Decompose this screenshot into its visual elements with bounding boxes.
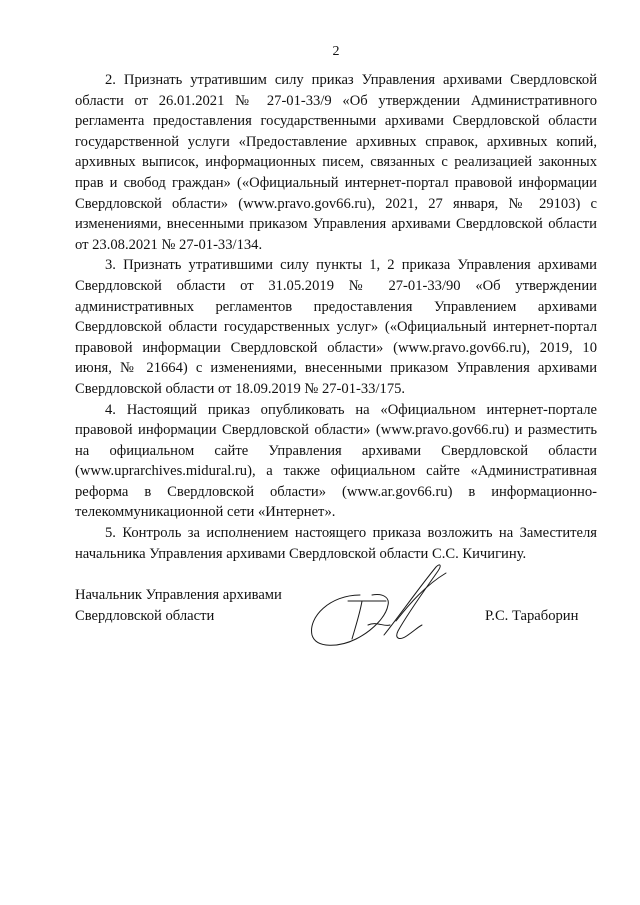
handwritten-signature [300,555,460,655]
signatory-position-line1: Начальник Управления архивами [75,587,282,603]
paragraph-4: 4. Настоящий приказ опубликовать на «Официальном интернет-портале правовой информации Свердловской области» (www.pravo.gov66.ru) и разместить на официальном сайте Управления архивами Свердловской области (www.uprarchives.midural.ru), а также официальном сайте «Административная реформа в Свердловской области» (www.ar.gov66.ru) в информационно-телекоммуникационной сети «Интернет». [75,401,597,521]
paragraph-2: 2. Признать утратившим силу приказ Управления архивами Свердловской области от 26.01.2021 № 27-01-33/9 «Об утверждении Административного регламента предоставления государственными архивами Свердловской области государственной услуги «Предоставление архивных справок, архивных копий, архивных выписок, информационных писем, связанных с реализацией законных прав и свобод граждан» («Официальный интернет-портал правовой информации Свердловской области» (www.pravo.gov66.ru), 2021, 27 января, № 29103) с изменениями, внесенными приказом Управления архивами Свердловской области от 23.08.2021 № 27-01-33/134. [75,72,597,253]
signatory-name: Р.С. Тараборин [485,608,579,624]
signatory-position-line2: Свердловской области [75,608,215,624]
page-number: 2 [332,44,340,59]
signatory-position [75,585,282,627]
paragraph-5: 5. Контроль за исполнением настоящего приказа возложить на Заместителя начальника Управления архивами Свердловской области С.С. Кичигину. [75,525,597,562]
document-body [75,70,597,564]
paragraph-3: 3. Признать утратившими силу пункты 1, 2 приказа Управления архивами Свердловской области от 31.05.2019 № 27-01-33/90 «Об утверждении административных регламентов предоставления Управлением архивами Свердловской области государственных услуг» («Официальный интернет-портал правовой информации Свердловской области» (www.pravo.gov66.ru), 2019, 10 июня, № 21664) с изменениями, внесенными приказом Управления архивами Свердловской области от 18.09.2019 № 27-01-33/175. [75,257,597,397]
